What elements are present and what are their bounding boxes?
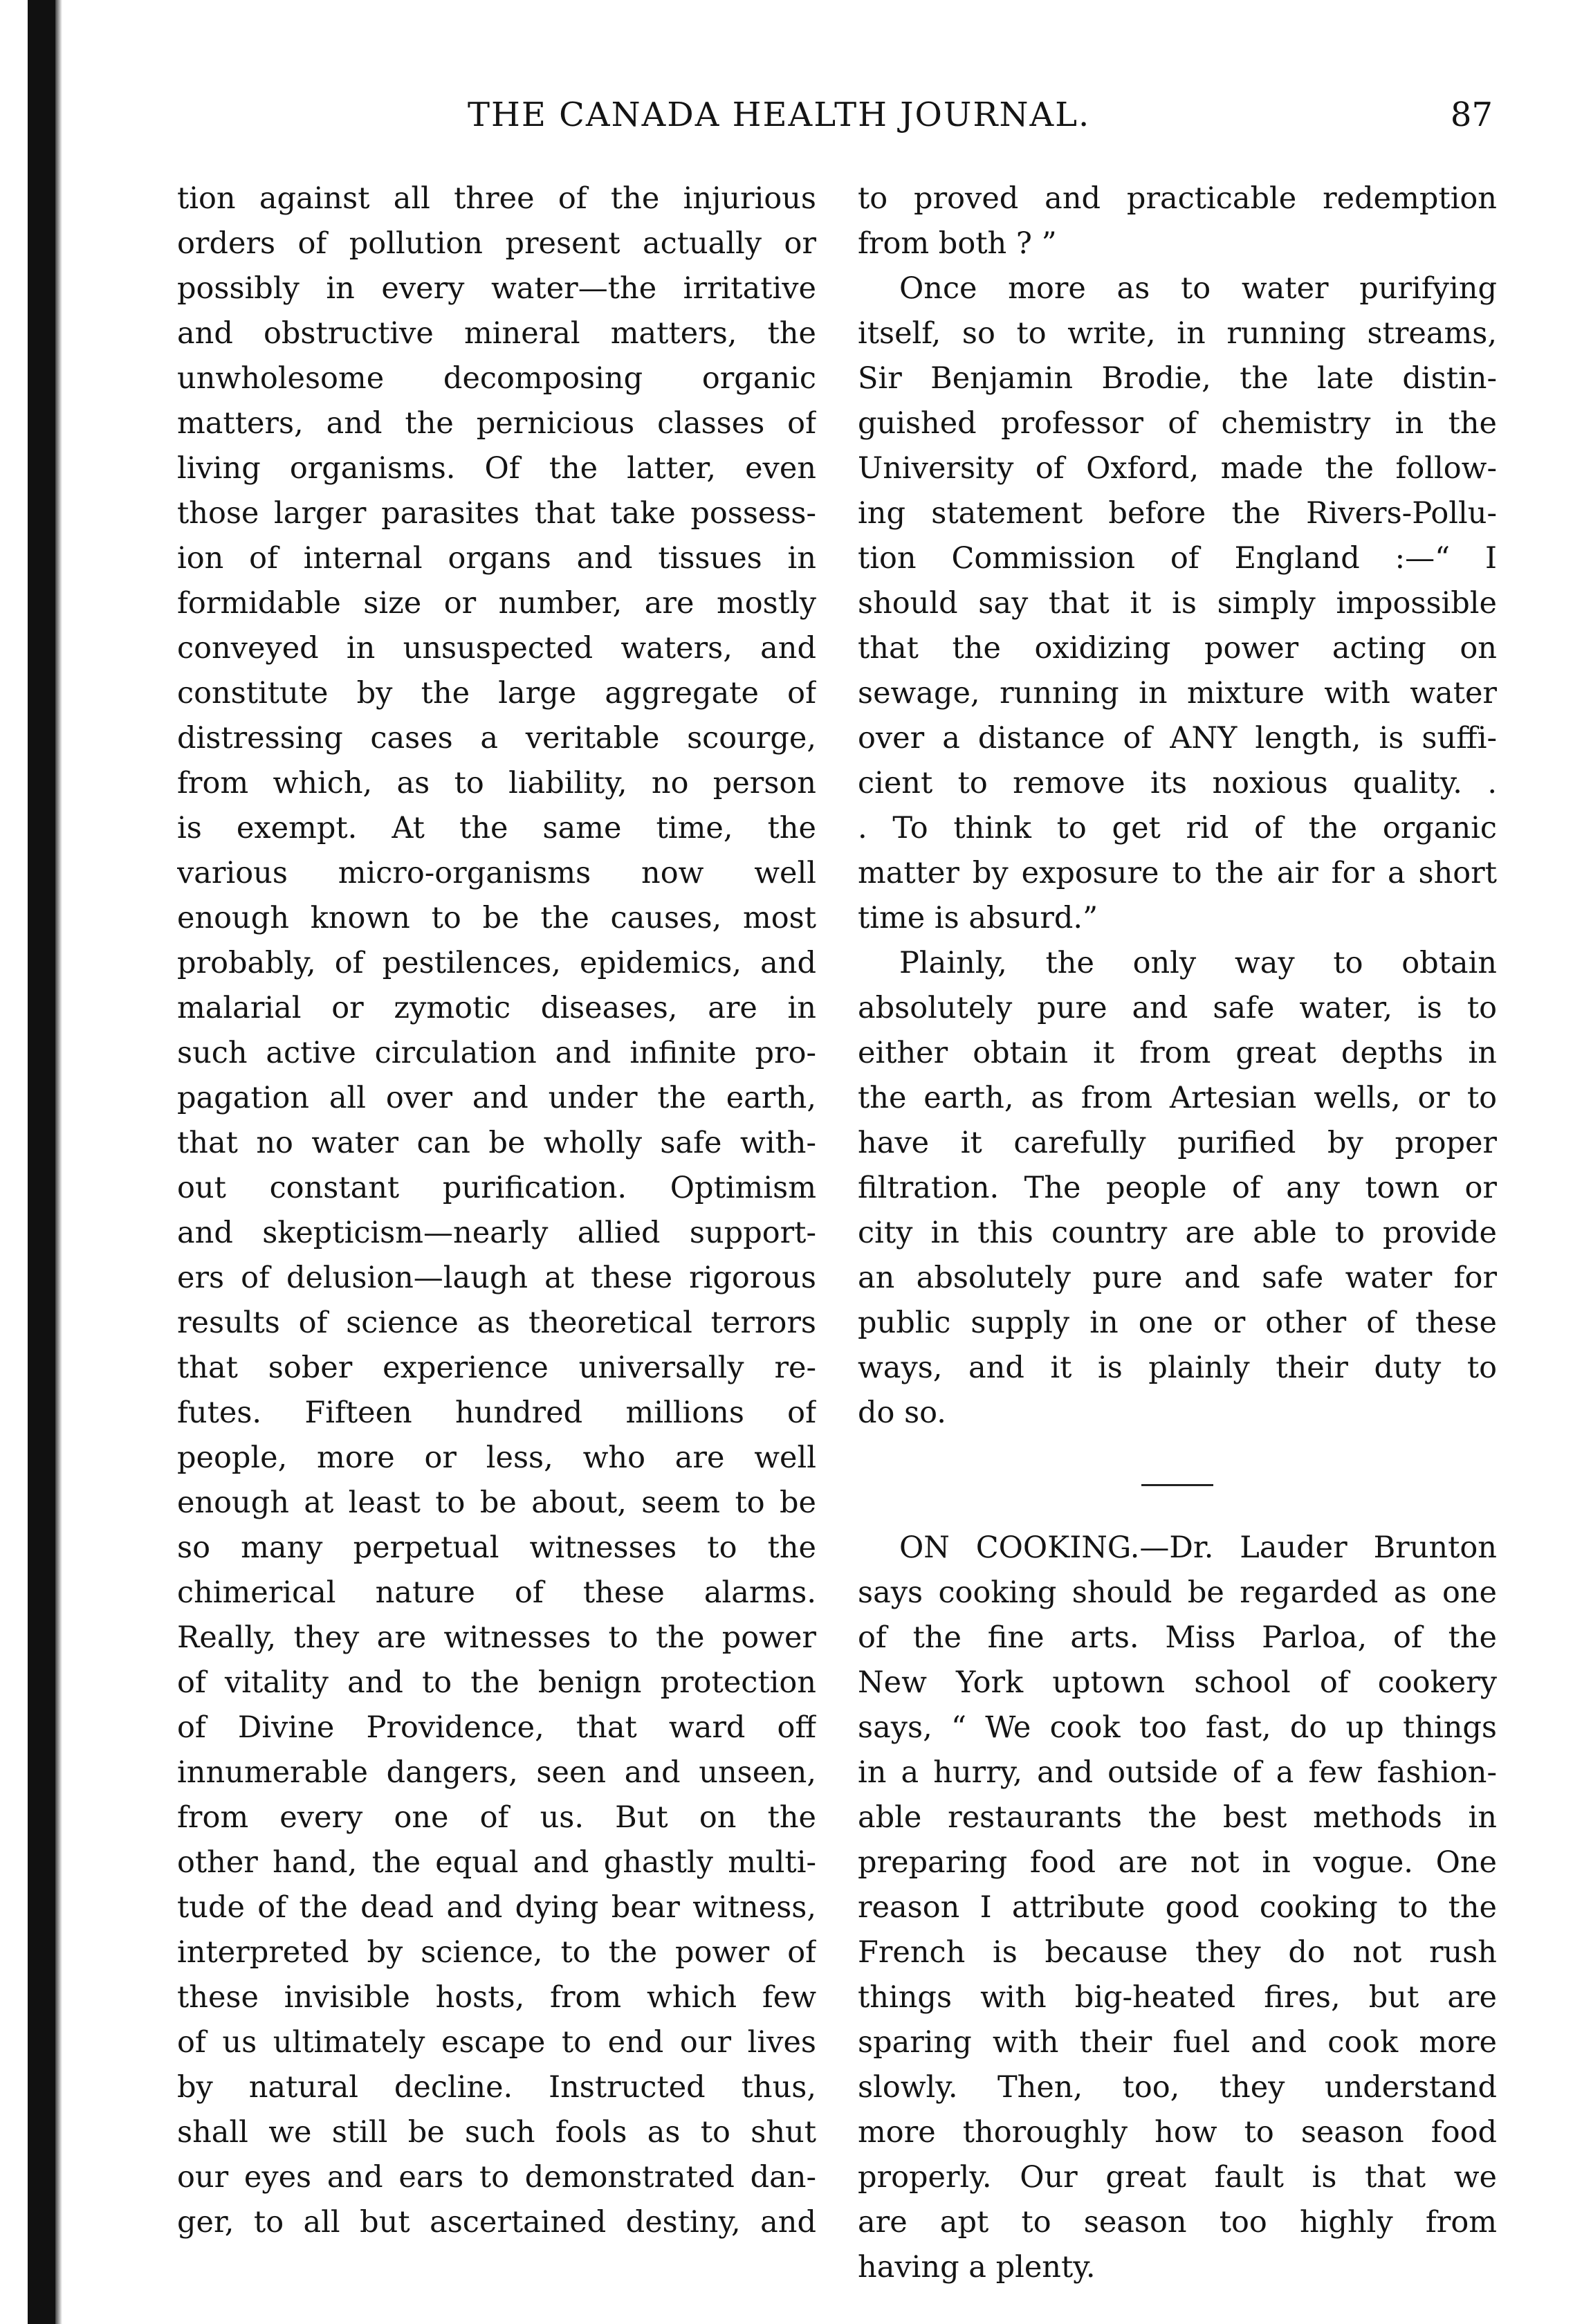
- text-line: pagation all over and under the earth,: [177, 1081, 816, 1115]
- text-line: things with big-heated fires, but are: [858, 1980, 1497, 2015]
- separator-rule: [1141, 1484, 1213, 1486]
- text-line: enough known to be the causes, most: [177, 901, 816, 935]
- page-binding-edge: [28, 0, 55, 2324]
- text-line: absolutely pure and safe water, is to: [858, 991, 1497, 1025]
- text-line: having a plenty.: [858, 2250, 1096, 2285]
- text-line: reason I attribute good cooking to the: [858, 1890, 1497, 1925]
- text-line: that no water can be wholly safe with-: [177, 1126, 816, 1160]
- text-line: these invisible hosts, from which few: [177, 1980, 816, 2015]
- text-line: properly. Our great fault is that we: [858, 2160, 1497, 2195]
- text-line: ers of delusion—laugh at these rigorous: [177, 1261, 816, 1295]
- text-line: Once more as to water purifying: [899, 271, 1497, 306]
- text-line: ing statement before the Rivers-Pollu-: [858, 496, 1497, 531]
- text-line: constitute by the large aggregate of: [177, 676, 816, 711]
- text-line: Sir Benjamin Brodie, the late distin-: [858, 361, 1497, 396]
- text-line: is exempt. At the same time, the: [177, 811, 816, 845]
- left-text-column: [177, 176, 816, 2245]
- text-line: of vitality and to the benign protection: [177, 1665, 816, 1700]
- text-line: city in this country are able to provide: [858, 1216, 1497, 1250]
- text-line: to proved and practicable redemption: [858, 181, 1497, 216]
- text-line: ger, to all but ascertained destiny, and: [177, 2205, 816, 2240]
- text-line: filtration. The people of any town or: [858, 1171, 1497, 1205]
- text-line: in a hurry, and outside of a few fashion-: [858, 1755, 1497, 1790]
- text-line: sewage, running in mixture with water: [858, 676, 1497, 711]
- text-line: Plainly, the only way to obtain: [899, 946, 1497, 980]
- text-line: sparing with their fuel and cook more: [858, 2025, 1497, 2060]
- text-line: orders of pollution present actually or: [177, 226, 816, 261]
- text-line: matters, and the pernicious classes of: [177, 406, 816, 441]
- text-line: so many perpetual witnesses to the: [177, 1530, 816, 1565]
- text-line: various micro-organisms now well: [177, 856, 816, 890]
- text-line: . To think to get rid of the organic: [858, 811, 1497, 845]
- text-line: over a distance of ANY length, is suffi-: [858, 721, 1497, 756]
- text-line: conveyed in unsuspected waters, and: [177, 631, 816, 666]
- text-line: our eyes and ears to demonstrated dan-: [177, 2160, 816, 2195]
- text-line: says cooking should be regarded as one: [858, 1575, 1497, 1610]
- text-line: and skepticism—nearly allied support-: [177, 1216, 816, 1250]
- text-line: chimerical nature of these alarms.: [177, 1575, 816, 1610]
- paragraph-filtration: [858, 941, 1497, 1436]
- text-line: cient to remove its noxious quality. .: [858, 766, 1497, 800]
- text-line: of us ultimately escape to end our lives: [177, 2025, 816, 2060]
- text-line: tion against all three of the injurious: [177, 181, 816, 216]
- text-line: ON COOKING.—Dr. Lauder Brunton: [899, 1530, 1497, 1565]
- text-line: tude of the dead and dying bear witness,: [177, 1890, 816, 1925]
- text-line: should say that it is simply impossible: [858, 586, 1497, 621]
- text-line: the earth, as from Artesian wells, or to: [858, 1081, 1497, 1115]
- text-line: public supply in one or other of these: [858, 1306, 1497, 1340]
- text-line: distressing cases a veritable scourge,: [177, 721, 816, 756]
- text-line: an absolutely pure and safe water for: [858, 1261, 1497, 1295]
- text-line: possibly in every water—the irritative: [177, 271, 816, 306]
- text-line: University of Oxford, made the follow-: [858, 451, 1497, 486]
- text-line: ion of internal organs and tissues in: [177, 541, 816, 576]
- text-line: out constant purification. Optimism: [177, 1171, 816, 1205]
- text-line: itself, so to write, in running streams,: [858, 316, 1497, 351]
- text-line: such active circulation and infinite pro-: [177, 1036, 816, 1070]
- text-line: shall we still be such fools as to shut: [177, 2115, 816, 2150]
- text-line: results of science as theoretical terrors: [177, 1306, 816, 1340]
- text-line: have it carefully purified by proper: [858, 1126, 1497, 1160]
- text-line: says, “ We cook too fast, do up things: [858, 1710, 1497, 1745]
- text-line: New York uptown school of cookery: [858, 1665, 1497, 1700]
- text-line: time is absurd.”: [858, 901, 1098, 935]
- text-line: French is because they do not rush: [858, 1935, 1497, 1970]
- text-line: people, more or less, who are well: [177, 1440, 816, 1475]
- text-line: from both ? ”: [858, 226, 1057, 261]
- text-line: do so.: [858, 1396, 946, 1430]
- text-line: either obtain it from great depths in: [858, 1036, 1497, 1070]
- paragraph-on-cooking: [858, 1526, 1497, 2290]
- text-line: enough at least to be about, seem to be: [177, 1485, 816, 1520]
- text-line: by natural decline. Instructed thus,: [177, 2070, 816, 2105]
- text-line: Really, they are witnesses to the power: [177, 1620, 816, 1655]
- text-line: ways, and it is plainly their duty to: [858, 1351, 1497, 1385]
- text-line: are apt to season too highly from: [858, 2205, 1497, 2240]
- text-line: formidable size or number, are mostly: [177, 586, 816, 621]
- text-line: able restaurants the best methods in: [858, 1800, 1497, 1835]
- text-line: from every one of us. But on the: [177, 1800, 816, 1835]
- text-line: of the fine arts. Miss Parloa, of the: [858, 1620, 1497, 1655]
- text-line: slowly. Then, too, they understand: [858, 2070, 1497, 2105]
- section-separator: [858, 1436, 1497, 1526]
- text-line: and obstructive mineral matters, the: [177, 316, 816, 351]
- text-line: that sober experience universally re-: [177, 1351, 816, 1385]
- text-line: those larger parasites that take possess-: [177, 496, 816, 531]
- paragraph-brodie-statement: [858, 266, 1497, 941]
- text-line: malarial or zymotic diseases, are in: [177, 991, 816, 1025]
- text-line: futes. Fifteen hundred millions of: [177, 1396, 816, 1430]
- page-number: 87: [1450, 95, 1493, 134]
- text-line: tion Commission of England :—“ I: [858, 541, 1497, 576]
- text-line: guished professor of chemistry in the: [858, 406, 1497, 441]
- text-line: more thoroughly how to season food: [858, 2115, 1497, 2150]
- text-line: matter by exposure to the air for a short: [858, 856, 1497, 890]
- text-line: preparing food are not in vogue. One: [858, 1845, 1497, 1880]
- text-line: other hand, the equal and ghastly multi-: [177, 1845, 816, 1880]
- page-header: [177, 95, 1493, 151]
- text-line: interpreted by science, to the power of: [177, 1935, 816, 1970]
- text-line: living organisms. Of the latter, even: [177, 451, 816, 486]
- text-line: of Divine Providence, that ward off: [177, 1710, 816, 1745]
- text-line: probably, of pestilences, epidemics, and: [177, 946, 816, 980]
- text-line: innumerable dangers, seen and unseen,: [177, 1755, 816, 1790]
- paragraph-redemption: [858, 176, 1497, 266]
- text-line: that the oxidizing power acting on: [858, 631, 1497, 666]
- journal-title: THE CANADA HEALTH JOURNAL.: [468, 95, 1091, 134]
- text-line: unwholesome decomposing organic: [177, 361, 816, 396]
- text-line: from which, as to liability, no person: [177, 766, 816, 800]
- right-text-column: [858, 176, 1497, 2290]
